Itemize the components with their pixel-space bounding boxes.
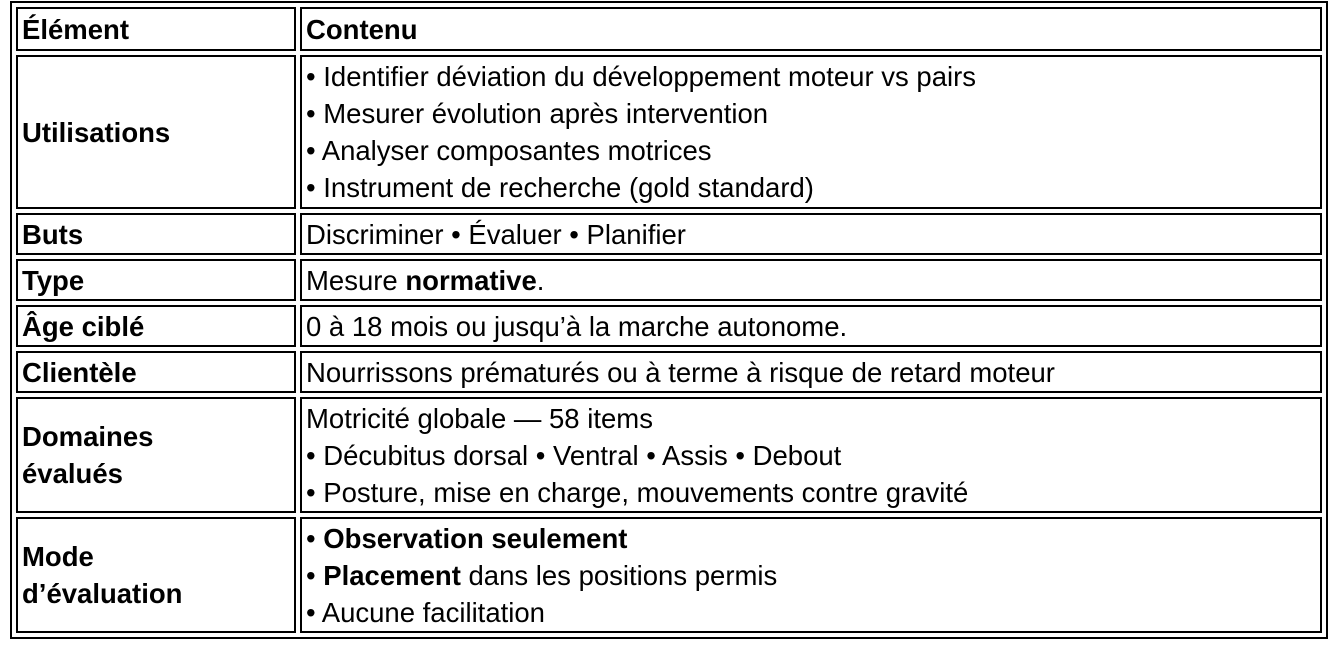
label-line: Mode <box>22 541 94 572</box>
table-row-domaines <box>16 397 1322 513</box>
type-suffix: . <box>536 264 545 296</box>
table-row-buts <box>16 213 1322 255</box>
row-content-age: 0 à 18 mois ou jusqu’à la marche autonome. <box>300 305 1322 347</box>
list-item <box>306 520 1316 557</box>
plain-text: dans les positions permis <box>460 559 778 591</box>
list-item: • Décubitus dorsal • Ventral • Assis • Debout <box>306 439 842 471</box>
row-label-utilisations: Utilisations <box>16 55 296 209</box>
row-label-buts: Buts <box>16 213 296 255</box>
list-item: • Mesurer évolution après intervention <box>306 98 769 129</box>
list-item: • Identifier déviation du développement moteur vs pairs <box>306 61 977 92</box>
type-bold: normative <box>405 264 537 296</box>
list-item: • Instrument de recherche (gold standard) <box>306 172 814 203</box>
header-contenu: Contenu <box>300 7 1322 51</box>
type-prefix: Mesure <box>306 264 406 296</box>
row-label-mode <box>16 517 296 633</box>
label-line: Domaines <box>22 421 154 452</box>
label-line: d’évaluation <box>22 578 183 609</box>
row-content-mode <box>300 517 1322 633</box>
table-row-mode <box>16 517 1322 633</box>
bullet: • <box>306 522 324 554</box>
row-label-type: Type <box>16 259 296 301</box>
list-item: Motricité globale — 58 items <box>306 402 653 434</box>
row-content-domaines <box>300 397 1322 513</box>
bold-text: Placement <box>323 559 461 591</box>
table-header-row <box>16 7 1322 51</box>
row-content-clientele: Nourrissons prématurés ou à terme à risque de retard moteur <box>300 351 1322 393</box>
row-label-clientele: Clientèle <box>16 351 296 393</box>
list-item: • Posture, mise en charge, mouvements contre gravité <box>306 476 969 508</box>
table-row-clientele <box>16 351 1322 393</box>
row-label-domaines <box>16 397 296 513</box>
bold-text: Observation seulement <box>323 522 628 554</box>
list-item: • Analyser composantes motrices <box>306 135 712 166</box>
row-content-utilisations <box>300 55 1322 209</box>
list-item: • Aucune facilitation <box>306 596 545 628</box>
table-row-utilisations <box>16 55 1322 209</box>
bullet: • <box>306 559 324 591</box>
label-line: évalués <box>22 458 123 489</box>
table-row-age <box>16 305 1322 347</box>
row-content-type <box>300 259 1322 301</box>
table-row-type <box>16 259 1322 301</box>
row-label-age: Âge ciblé <box>16 305 296 347</box>
list-item <box>306 557 1316 594</box>
row-content-buts: Discriminer • Évaluer • Planifier <box>300 213 1322 255</box>
header-element: Élément <box>16 7 296 51</box>
content-table <box>10 1 1328 639</box>
